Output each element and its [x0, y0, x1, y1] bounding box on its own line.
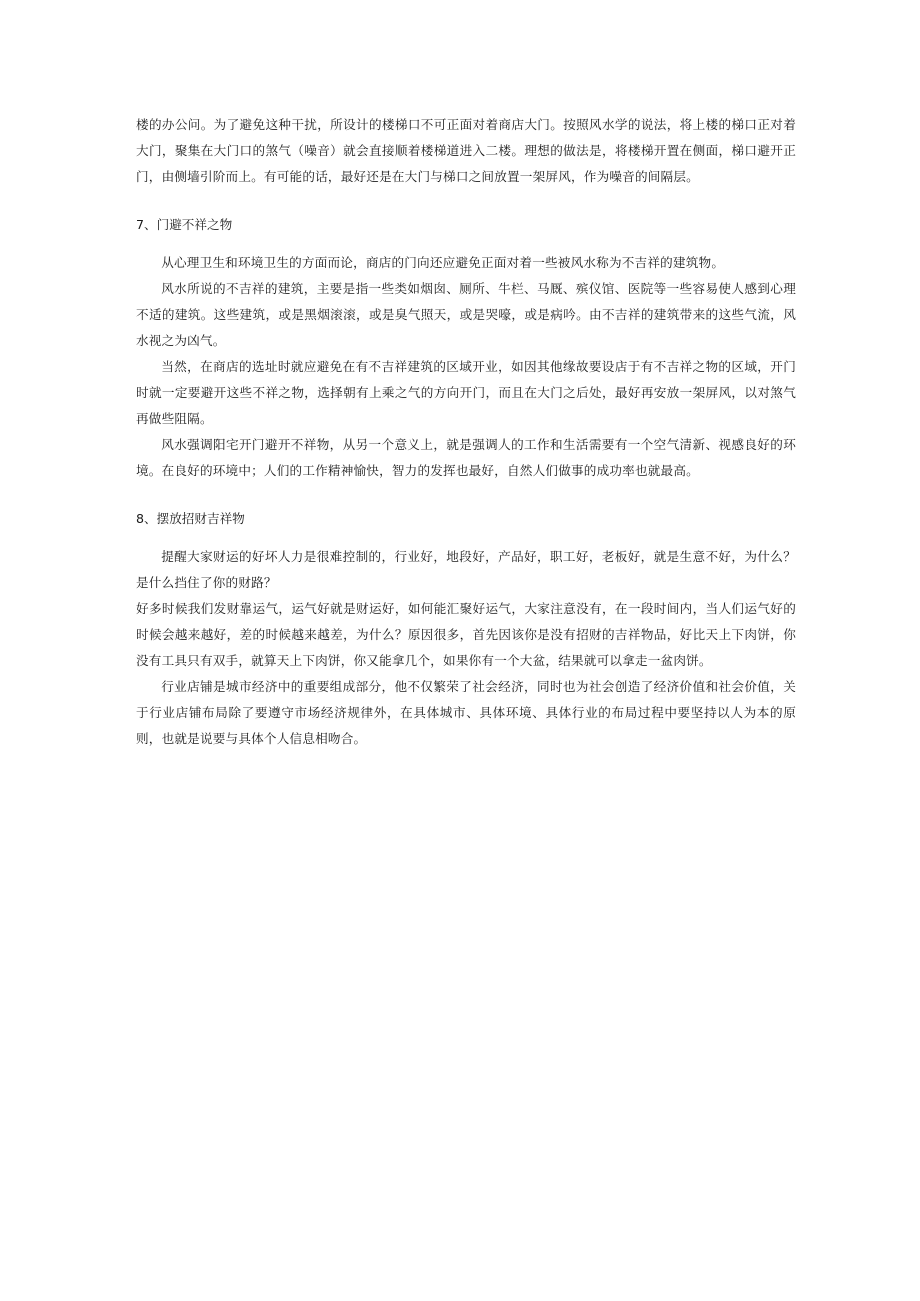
section-8-paragraph-2: 好多时候我们发财靠运气，运气好就是财运好，如何能汇聚好运气，大家注意没有，在一段时间内，当人们运气好的时候会越来越好，差的时候越来越差，为什么？原因很多，首先因该你是没有招财的吉祥物品，好比天上下肉饼，你没有工具只有双手，就算天上下肉饼，你又能拿几个，如果你有一个大盆，结果就可以拿走一盆肉饼。 [136, 601, 796, 668]
section-8-heading: 8、摆放招财吉祥物 [136, 511, 245, 526]
section-7-paragraph-4: 风水强调阳宅开门避开不祥物，从另一个意义上，就是强调人的工作和生活需要有一个空气清新、视感良好的环境。在良好的环境中；人们的工作精神愉快，智力的发挥也最好，自然人们做事的成功率也就最高。 [136, 437, 796, 478]
section-7-paragraph-2: 风水所说的不吉祥的建筑，主要是指一些类如烟囱、厕所、牛栏、马厩、殡仪馆、医院等一些容易使人感到心理不适的建筑。这些建筑，或是黑烟滚滚，或是臭气照天，或是哭嚎，或是病吟。由不吉祥的建筑带来的这些气流，风水视之为凶气。 [136, 281, 796, 348]
section-8-paragraph-1: 提醒大家财运的好坏人力是很难控制的，行业好，地段好，产品好，职工好，老板好，就是生意不好，为什么？是什么挡住了你的财路？ [136, 549, 796, 590]
intro-paragraph: 楼的办公问。为了避免这种干扰，所设计的楼梯口不可正面对着商店大门。按照风水学的说法，将上楼的梯口正对着大门，聚集在大门口的煞气（噪音）就会直接顺着楼梯道进入二楼。理想的做法是，将楼梯开置在侧面，梯口避开正门，由侧墙引阶而上。有可能的话，最好还是在大门与梯口之间放置一架屏风，作为噪音的间隔层。 [136, 117, 796, 184]
section-7-heading: 7、门避不祥之物 [136, 217, 233, 232]
section-8-paragraph-3: 行业店铺是城市经济中的重要组成部分，他不仅繁荣了社会经济，同时也为社会创造了经济价值和社会价值，关于行业店铺布局除了要遵守市场经济规律外，在具体城市、具体环境、具体行业的布局过程中要坚持以人为本的原则，也就是说要与具体个人信息相吻合。 [136, 679, 796, 746]
section-7-paragraph-1: 从心理卫生和环境卫生的方面而论，商店的门向还应避免正面对着一些被风水称为不吉祥的建筑物。 [161, 255, 725, 270]
document-page [136, 112, 796, 752]
section-7-paragraph-3: 当然，在商店的选址时就应避免在有不吉祥建筑的区域开业，如因其他缘故要设店于有不吉祥之物的区域，开门时就一定要避开这些不祥之物，选择朝有上乘之气的方向开门，而且在大门之后处，最好再安放一架屏风，以对煞气再做些阻隔。 [136, 359, 796, 426]
